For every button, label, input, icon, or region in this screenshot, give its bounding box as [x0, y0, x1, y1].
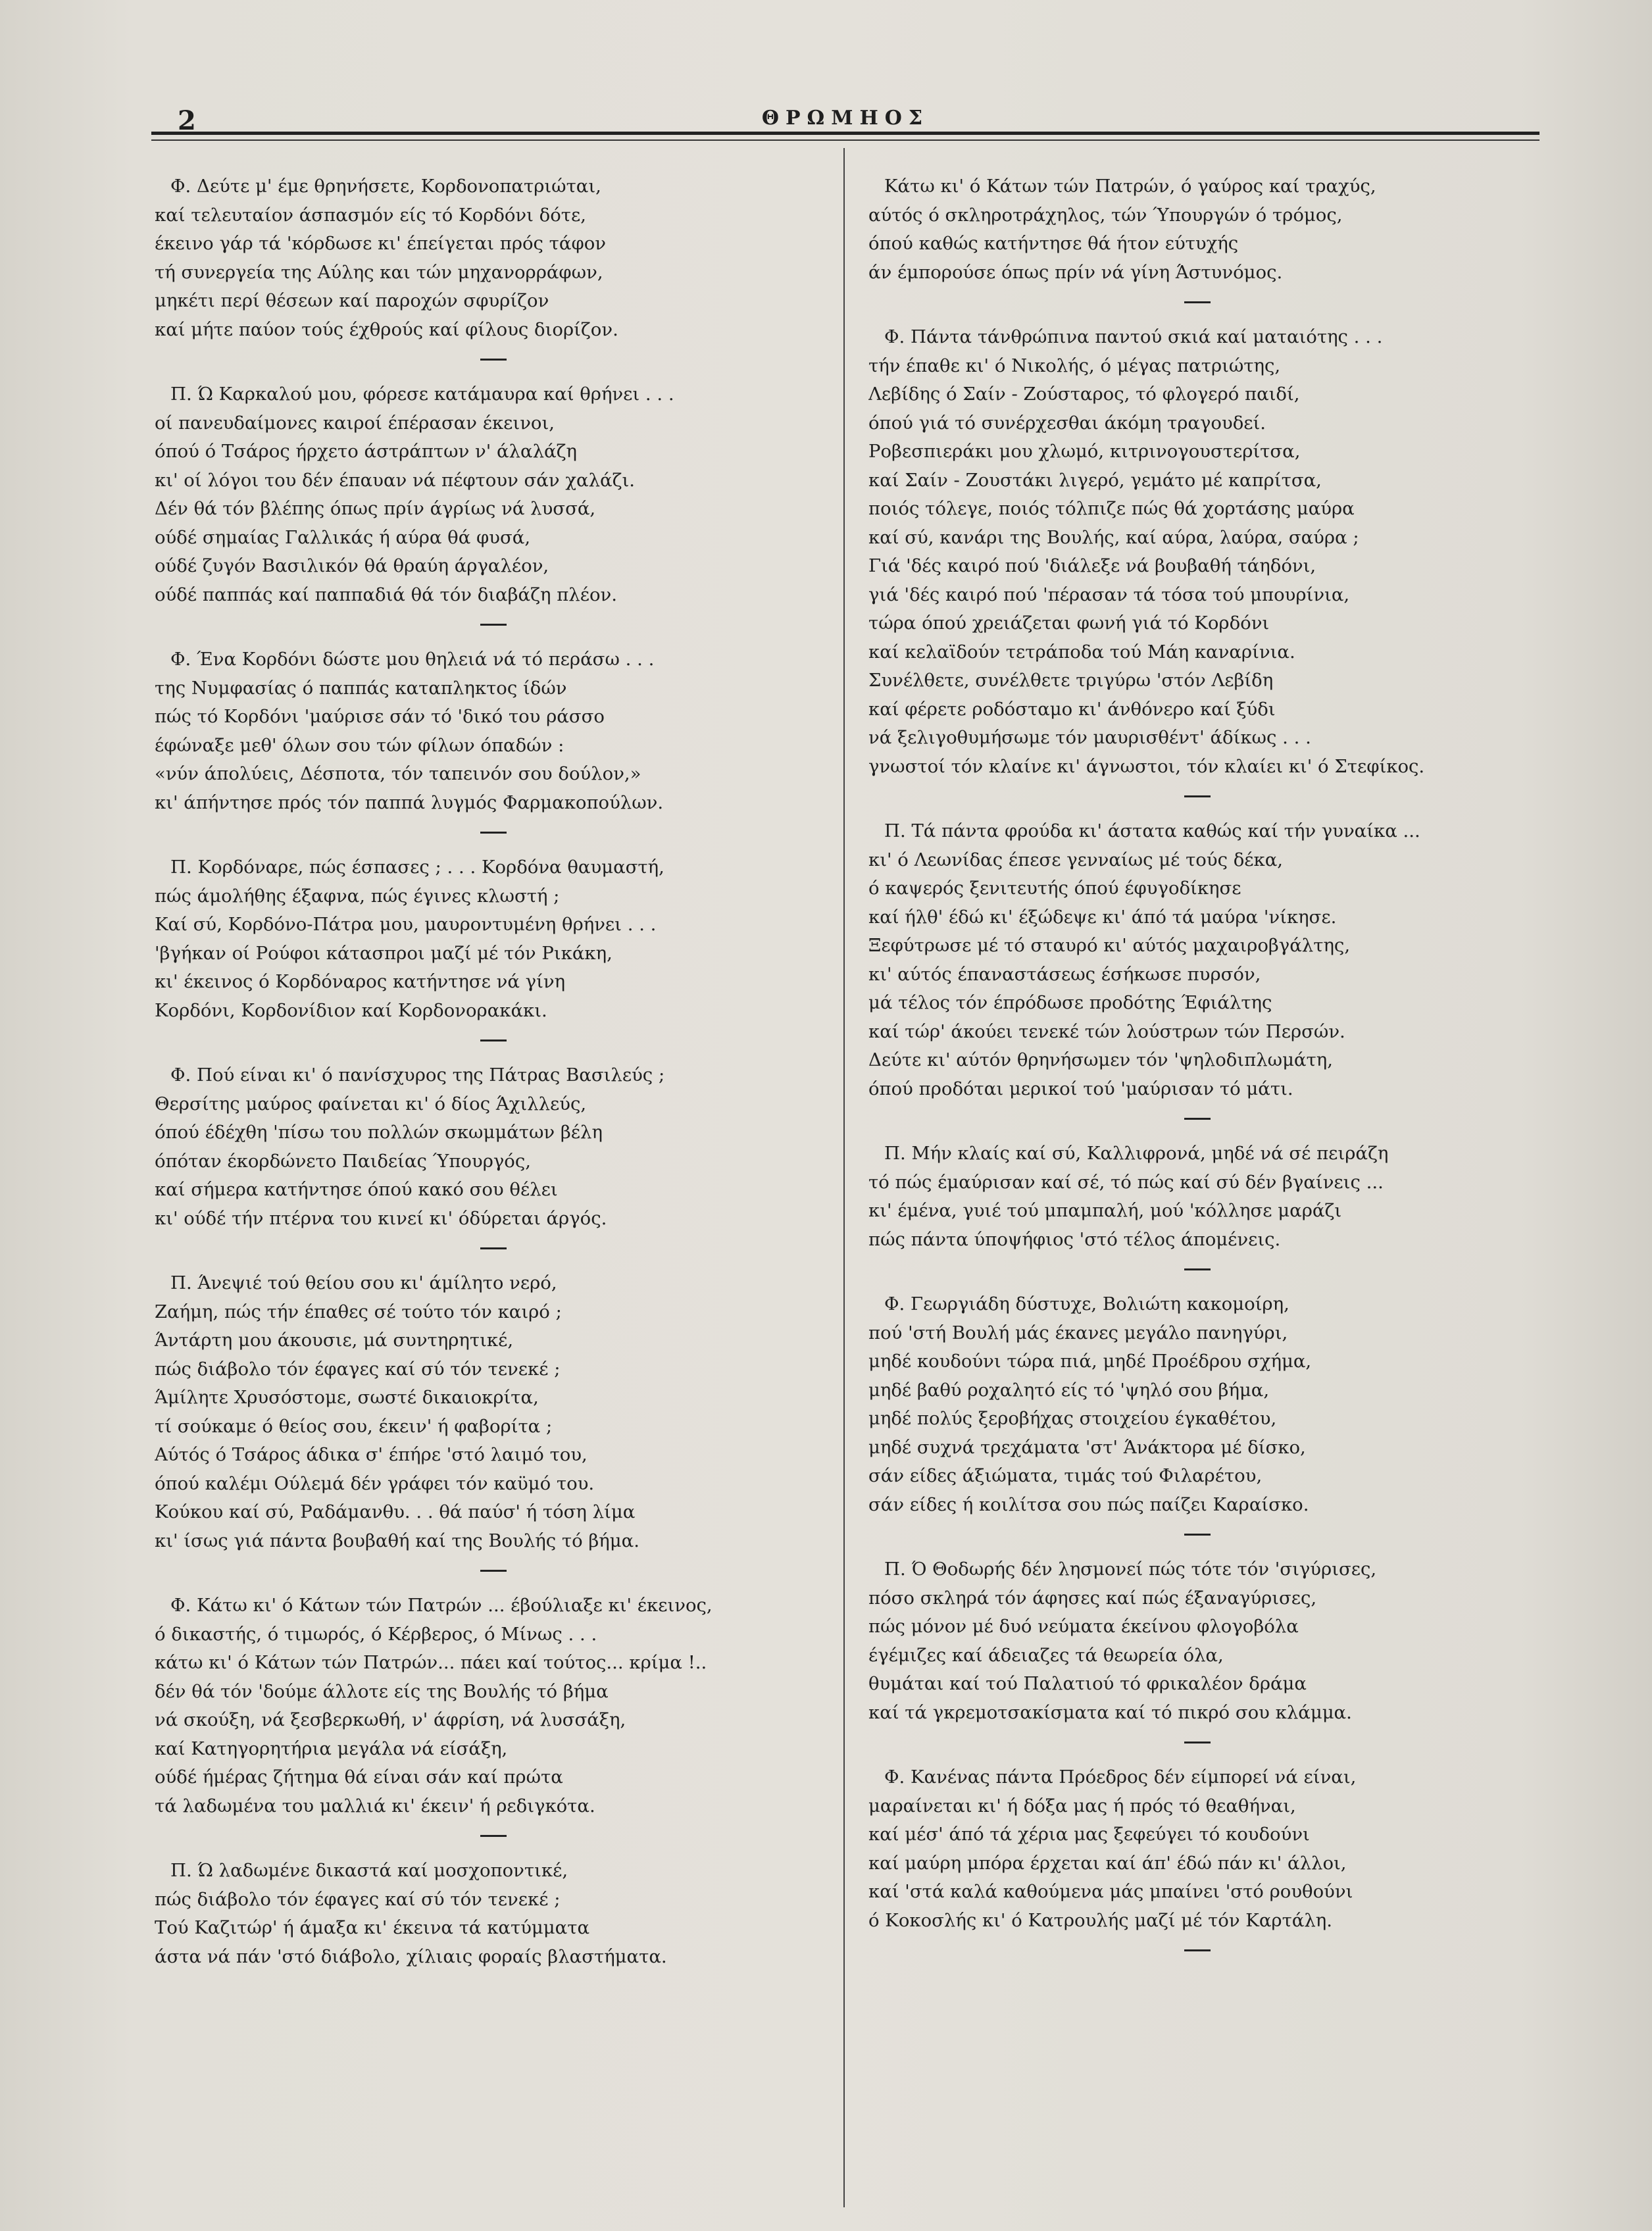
verse-line: Κορδόνι, Κορδονίδιον καί Κορδονορακάκι.	[155, 999, 547, 1021]
verse-line: πώς άμολήθης έξαφνα, πώς έγινες κλωστή ;	[155, 885, 560, 907]
verse-line: ούδέ ζυγόν Βασιλικόν θά θραύη άργαλέον,	[155, 555, 549, 576]
stanza	[868, 323, 1526, 781]
verse-line: όπού έδέχθη 'πίσω του πολλών σκωμμάτων βέλη	[155, 1122, 603, 1143]
verse-line: Ξεφύτρωσε μέ τό σταυρό κι' αύτός μαχαιροβγάλτης,	[868, 935, 1351, 956]
stanza-separator	[1184, 1268, 1211, 1270]
verse-line: όπού καλέμι Ούλεμά δέν γράφει τόν καϋμό του.	[155, 1472, 595, 1494]
page-number: 2	[178, 105, 196, 136]
verse-line: κι' έμένα, γυιέ τού μπαμπαλή, μού 'κόλλησε μαράζι	[868, 1200, 1342, 1221]
verse-line: όπόταν έκορδώνετο Παιδείας Ύπουργός,	[155, 1150, 532, 1172]
verse-line: Φ. Γεωργιάδη δύστυχε, Βολιώτη κακομοίρη,	[884, 1293, 1289, 1315]
verse-line: όπού ό Τσάρος ήρχετο άστράπτων ν' άλαλάζη	[155, 441, 577, 462]
verse-line: Φ. Πού είναι κι' ό πανίσχυρος της Πάτρας Βασιλεύς ;	[170, 1065, 665, 1086]
verse-line: καί μέσ' άπό τά χέρια μας ξεφεύγει τό κουδούνι	[868, 1824, 1310, 1845]
verse-line: καί τώρ' άκούει τενεκέ τών λούστρων τών Περσών.	[868, 1020, 1345, 1042]
verse-line: πώς διάβολο τόν έφαγες καί σύ τόν τενεκέ ;	[155, 1888, 561, 1910]
stanza-separator	[480, 832, 507, 834]
verse-line: καί ήλθ' έδώ κι' έξώδεψε κι' άπό τά μαύρα 'νίκησε.	[868, 906, 1337, 928]
verse-line: νά ξελιγοθυμήσωμε τόν μαυρισθέντ' άδίκως . . .	[868, 727, 1311, 748]
stanza-separator	[480, 1040, 507, 1041]
verse-line: Θερσίτης μαύρος φαίνεται κι' ό δίος Άχιλλεύς,	[155, 1093, 587, 1115]
verse-line: πού 'στή Βουλή μάς έκανες μεγάλο πανηγύρι,	[868, 1322, 1288, 1343]
stanza-separator	[1184, 795, 1211, 797]
verse-line: Π. Τά πάντα φρούδα κι' άστατα καθώς καί τήν γυναίκα ...	[884, 820, 1420, 841]
verse-line: Κάτω κι' ό Κάτων τών Πατρών, ό γαύρος καί τραχύς,	[884, 176, 1376, 197]
verse-line: ποιός τόλεγε, ποιός τόλπιζε πώς θά χορτάσης μαύρα	[868, 498, 1355, 519]
verse-line: Άντάρτη μου άκουσιε, μά συντηρητικέ,	[155, 1330, 514, 1351]
stanza-separator	[480, 1247, 507, 1249]
verse-line: μαραίνεται κι' ή δόξα μας ή πρός τό θεαθήναι,	[868, 1795, 1296, 1817]
verse-line: πώς τό Κορδόνι 'μαύρισε σάν τό 'δικό του ράσσο	[155, 706, 605, 727]
verse-line: Δέν θά τόν βλέπης όπως πρίν άγρίως νά λυσσά,	[155, 498, 596, 519]
stanza	[155, 853, 832, 1025]
verse-line: οί πανευδαίμονες καιροί έπέρασαν έκεινοι,	[155, 412, 555, 434]
stanza-separator	[480, 359, 507, 361]
verse-line: πώς πάντα ύποψήφιος 'στό τέλος άπομένεις.	[868, 1228, 1281, 1250]
verse-line: πώς μόνον μέ δυό νεύματα έκείνου φλογοβόλα	[868, 1616, 1299, 1637]
stanza	[868, 172, 1526, 287]
stanza-separator	[1184, 1118, 1211, 1120]
verse-line: Π. Ό Θοδωρής δέν λησμονεί πώς τότε τόν 'σιγύρισες,	[884, 1559, 1377, 1580]
verse-line: κάτω κι' ό Κάτων τών Πατρών... πάει καί τούτος... κρίμα !..	[155, 1652, 707, 1673]
verse-line: μηδέ συχνά τρεχάματα 'στ' Άνάκτορα μέ δίσκο,	[868, 1436, 1306, 1458]
verse-line: Φ. Κανένας πάντα Πρόεδρος δέν είμπορεί νά είναι,	[884, 1767, 1357, 1788]
verse-line: Π. Ώ λαδωμένε δικαστά καί μοσχοποντικέ,	[170, 1860, 568, 1881]
verse-line: μηκέτι περί θέσεων καί παροχών σφυρίζον	[155, 290, 549, 311]
verse-line: γιά 'δές καιρό πού 'πέρασαν τά τόσα τού μπουρίνια,	[868, 584, 1350, 605]
verse-line: καί κελαϊδούν τετράποδα τού Μάη καναρίνια.	[868, 641, 1295, 663]
right-column	[868, 172, 1526, 2212]
verse-line: ό καψερός ξενιτευτής όπού έφυγοδίκησε	[868, 878, 1241, 899]
verse-line: μηδέ πολύς ξεροβήχας στοιχείου έγκαθέτου,	[868, 1408, 1277, 1429]
verse-line: Φ. Κάτω κι' ό Κάτων τών Πατρών ... έβούλιαξε κι' έκεινος,	[170, 1595, 713, 1616]
verse-line: ό δικαστής, ό τιμωρός, ό Κέρβερος, ό Μίνως . . .	[155, 1623, 597, 1645]
verse-line: Π. Άνεψιέ τού θείου σου κι' άμίλητο νερό,	[170, 1272, 557, 1293]
verse-line: Π. Μήν κλαίς καί σύ, Καλλιφρονά, μηδέ νά σέ πειράζη	[884, 1143, 1389, 1164]
verse-line: σάν είδες ή κοιλίτσα σου πώς παίζει Καραίσκο.	[868, 1493, 1309, 1515]
verse-line: δέν θά τόν 'δούμε άλλοτε είς της Βουλής τό βήμα	[155, 1680, 609, 1702]
verse-line: έγέμιζες καί άδειαζες τά θεωρεία όλα,	[868, 1644, 1224, 1666]
verse-line: κι' έκεινος ό Κορδόναρος κατήντησε νά γίνη	[155, 971, 566, 992]
verse-line: ούδέ σημαίας Γαλλικάς ή αύρα θά φυσά,	[155, 526, 531, 548]
verse-line: Καί σύ, Κορδόνο-Πάτρα μου, μαυροντυμένη θρήνει . . .	[155, 914, 657, 935]
verse-line: άν έμπορούσε όπως πρίν νά γίνη Άστυνόμος.	[868, 261, 1283, 283]
verse-line: Λεβίδης ό Σαίν - Ζούσταρος, τό φλογερό παιδί,	[868, 384, 1300, 405]
verse-line: καί τά γκρεμοτσακίσματα καί τό πικρό σου κλάμμα.	[868, 1701, 1352, 1723]
verse-line: Φ. Πάντα τάνθρώπινα παντού σκιά καί ματαιότης . . .	[884, 326, 1383, 347]
header-rule	[151, 132, 1539, 135]
stanza	[155, 1269, 832, 1555]
verse-line: αύτός ό σκληροτράχηλος, τών Ύπουργών ό τρόμος,	[868, 204, 1343, 226]
verse-line: πόσο σκληρά τόν άφησες καί πώς έξαναγύρισες,	[868, 1587, 1317, 1609]
stanza	[868, 1140, 1526, 1254]
stanza	[155, 380, 832, 609]
verse-line: νά σκούξη, νά ξεσβερκωθή, ν' άφρίση, νά λυσσάξη,	[155, 1709, 626, 1730]
verse-line: έκεινο γάρ τά 'κόρδωσε κι' έπείγεται πρός τάφον	[155, 233, 606, 254]
stanza	[868, 1290, 1526, 1519]
verse-line: μά τέλος τόν έπρόδωσε προδότης Έφιάλτης	[868, 992, 1272, 1013]
stanza-separator	[1184, 1742, 1211, 1743]
verse-line: καί Σαίν - Ζουστάκι λιγερό, γεμάτο μέ καπρίτσα,	[868, 469, 1322, 491]
verse-line: Δεύτε κι' αύτόν θρηνήσωμεν τόν 'ψηλοδιπλωμάτη,	[868, 1049, 1333, 1070]
stanza	[155, 645, 832, 817]
masthead-title: ΘΡΩΜΗΟΣ	[761, 107, 930, 130]
verse-line: τό πώς έμαύρισαν καί σέ, τό πώς καί σύ δέν βγαίνεις ...	[868, 1171, 1384, 1193]
verse-line: Ζαήμη, πώς τήν έπαθες σέ τούτο τόν καιρό ;	[155, 1301, 562, 1322]
verse-line: καί μαύρη μπόρα έρχεται καί άπ' έδώ πάν κι' άλλοι,	[868, 1852, 1347, 1874]
stanza-separator	[480, 1570, 507, 1572]
verse-line: κι' ό Λεωνίδας έπεσε γενναίως μέ τούς δέκα,	[868, 849, 1284, 870]
verse-line: 'βγήκαν οί Ρούφοι κάτασπροι μαζί μέ τόν Ρικάκη,	[155, 942, 613, 964]
verse-line: όπού γιά τό συνέρχεσθαι άκόμη τραγουδεί.	[868, 412, 1266, 434]
verse-line: θυμάται καί τού Παλατιού τό φρικαλέον δράμα	[868, 1673, 1307, 1694]
stanza-separator	[1184, 301, 1211, 303]
verse-line: Π. Ώ Καρκαλού μου, φόρεσε κατάμαυρα καί θρήνει . . .	[170, 384, 674, 405]
verse-line: όπού καθώς κατήντησε θά ήτον εύτυχής	[868, 233, 1239, 254]
verse-line: σάν είδες άξιώματα, τιμάς τού Φιλαρέτου,	[868, 1465, 1263, 1486]
verse-line: άστα νά πάν 'στό διάβολο, χίλιαις φοραίς βλαστήματα.	[155, 1945, 667, 1967]
verse-line: καί μήτε παύον τούς έχθρούς καί φίλους διορίζον.	[155, 318, 618, 340]
left-column	[155, 172, 832, 2212]
stanza	[868, 1763, 1526, 1935]
stanza-separator	[480, 624, 507, 626]
verse-line: Άμίλητε Χρυσόστομε, σωστέ δικαιοκρίτα,	[155, 1387, 539, 1408]
verse-line: μηδέ κουδούνι τώρα πιά, μηδέ Προέδρου σχήμα,	[868, 1351, 1312, 1372]
stanza-separator	[1184, 1949, 1211, 1951]
stanza	[155, 1061, 832, 1233]
verse-line: τήν έπαθε κι' ό Νικολής, ό μέγας πατριώτης,	[868, 355, 1281, 376]
verse-line: Αύτός ό Τσάρος άδικα σ' έπήρε 'στό λαιμό του,	[155, 1444, 588, 1465]
verse-line: κι' ούδέ τήν πτέρνα του κινεί κι' όδύρεται άργός.	[155, 1207, 607, 1229]
verse-line: κι' άπήντησε πρός τόν παππά λυγμός Φαρμακοπούλων.	[155, 791, 664, 813]
stanza	[155, 1592, 832, 1820]
verse-line: Π. Κορδόναρε, πώς έσπασες ; . . . Κορδόνα θαυμαστή,	[170, 857, 664, 878]
verse-line: Ροβεσπιεράκι μου χλωμό, κιτρινογουστερίτσα,	[868, 441, 1301, 462]
stanza-separator	[1184, 1534, 1211, 1536]
verse-line: έφώναξε μεθ' όλων σου τών φίλων όπαδών :	[155, 734, 564, 756]
verse-line: ούδέ ήμέρας ζήτημα θά είναι σάν καί πρώτα	[155, 1767, 563, 1788]
verse-line: της Νυμφασίας ό παππάς καταπληκτος ίδών	[155, 677, 567, 699]
verse-line: όπού προδόται μερικοί τού 'μαύρισαν τό μάτι.	[868, 1078, 1293, 1099]
verse-line: τί σούκαμε ό θείος σου, έκειν' ή φαβορίτα ;	[155, 1415, 553, 1437]
verse-line: τή συνεργεία της Αύλης και τών μηχανορράφων,	[155, 261, 603, 283]
verse-line: καί σύ, κανάρι της Βουλής, καί αύρα, λαύρα, σαύρα ;	[868, 526, 1359, 548]
verse-line: Συνέλθετε, συνέλθετε τριγύρω 'στόν Λεβίδη	[868, 670, 1274, 691]
stanza-separator	[480, 1835, 507, 1837]
verse-line: Γιά 'δές καιρό πού 'διάλεξε νά βουβαθή τάηδόνι,	[868, 555, 1316, 576]
verse-line: κι' αύτός έπαναστάσεως έσήκωσε πυρσόν,	[868, 963, 1261, 985]
verse-line: πώς διάβολο τόν έφαγες καί σύ τόν τενεκέ ;	[155, 1358, 561, 1380]
verse-line: καί 'στά καλά καθούμενα μάς μπαίνει 'στό ρουθούνι	[868, 1881, 1353, 1902]
verse-line: «νύν άπολύεις, Δέσποτα, τόν ταπεινόν σου δούλον,»	[155, 763, 641, 784]
header-rule-thin	[151, 139, 1539, 141]
verse-line: ούδέ παππάς καί παππαδιά θά τόν διαβάζη πλέον.	[155, 584, 617, 605]
verse-line: καί Κατηγορητήρια μεγάλα νά είσάξη,	[155, 1738, 508, 1759]
verse-line: γνωστοί τόν κλαίνε κι' άγνωστοι, τόν κλαίει κι' ό Στεφίκος.	[868, 755, 1425, 777]
verse-line: Τού Καζιτώρ' ή άμαξα κι' έκεινα τά κατύμματα	[155, 1917, 590, 1938]
stanza	[868, 1555, 1526, 1727]
verse-line: Κούκου καί σύ, Ραδάμανθυ. . . θά παύσ' ή τόση λίμα	[155, 1501, 636, 1522]
page-header	[151, 99, 1539, 145]
verse-line: Φ. Ένα Κορδόνι δώστε μου θηλειά νά τό περάσω . . .	[170, 649, 655, 670]
column-divider	[843, 148, 845, 2207]
stanza	[155, 1857, 832, 1971]
verse-line: καί τελευταίον άσπασμόν είς τό Κορδόνι δότε,	[155, 204, 586, 226]
verse-line: μηδέ βαθύ ροχαλητό είς τό 'ψηλό σου βήμα,	[868, 1379, 1270, 1401]
verse-line: καί σήμερα κατήντησε όπού κακό σου θέλει	[155, 1179, 558, 1200]
verse-line: καί φέρετε ροδόσταμο κι' άνθόνερο καί ξύδι	[868, 698, 1276, 720]
stanza	[155, 172, 832, 344]
verse-line: ό Κοκοσλής κι' ό Κατρουλής μαζί μέ τόν Καρτάλη.	[868, 1909, 1333, 1931]
verse-line: τώρα όπού χρειάζεται φωνή γιά τό Κορδόνι	[868, 613, 1270, 634]
verse-line: κι' ίσως γιά πάντα βουβαθή καί της Βουλής τό βήμα.	[155, 1530, 639, 1551]
verse-line: Φ. Δεύτε μ' έμε θρηνήσετε, Κορδονοπατριώται,	[170, 176, 601, 197]
verse-line: τά λαδωμένα του μαλλιά κι' έκειν' ή ρεδιγκότα.	[155, 1795, 595, 1817]
verse-line: κι' οί λόγοι του δέν έπαυαν νά πέφτουν σάν χαλάζι.	[155, 469, 635, 491]
stanza	[868, 817, 1526, 1103]
